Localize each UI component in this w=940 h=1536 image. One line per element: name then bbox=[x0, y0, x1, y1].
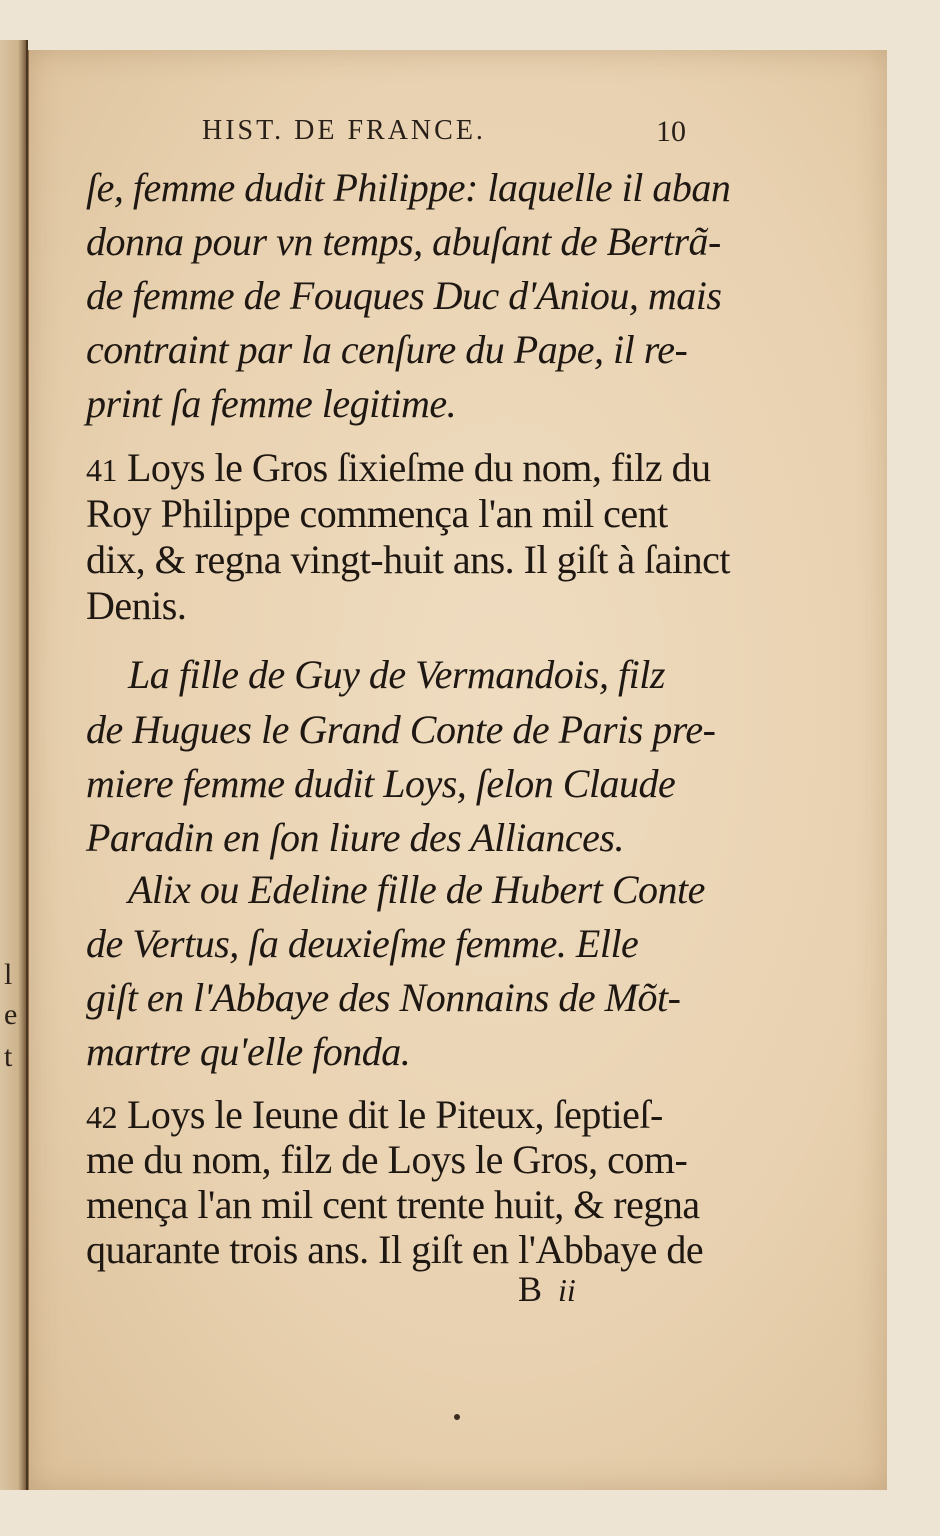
prev-page-fragment: t bbox=[4, 1040, 13, 1073]
text-line: miere femme dudit Loys, ſelon Claude bbox=[86, 761, 676, 806]
text-line: La fille de Guy de Vermandois, filz bbox=[128, 652, 665, 697]
text-line: quarante trois ans. Il giſt en l'Abbaye de bbox=[86, 1227, 704, 1272]
text-line: Alix ou Edeline fille de Hubert Conte bbox=[128, 867, 705, 912]
text-line: donna pour vn temps, abuſant de Bertrã- bbox=[86, 219, 721, 264]
ink-dot bbox=[454, 1414, 460, 1420]
text-line: de Vertus, ſa deuxieſme femme. Elle bbox=[86, 921, 639, 966]
text-line: de femme de Fouques Duc d'Aniou, mais bbox=[86, 273, 722, 318]
signature-letter: B bbox=[518, 1269, 543, 1309]
text-line: de Hugues le Grand Conte de Paris pre- bbox=[86, 707, 716, 752]
signature-mark bbox=[518, 1268, 576, 1310]
entry-number: 41 bbox=[86, 452, 117, 488]
text-line: martre qu'elle fonda. bbox=[86, 1029, 411, 1074]
text-line: Paradin en ſon liure des Alliances. bbox=[86, 815, 624, 860]
entry-line bbox=[86, 445, 711, 490]
entry-line bbox=[86, 1092, 706, 1137]
signature-leaf: ii bbox=[558, 1272, 576, 1308]
text-line: print ſa femme legitime. bbox=[86, 381, 457, 426]
text-line: dix, & regna vingt-huit ans. Il giſt à ſainct bbox=[86, 537, 731, 582]
text-line: Denis. bbox=[86, 583, 187, 628]
text-line: contraint par la cenſure du Pape, il re- bbox=[86, 327, 688, 372]
previous-page-edge bbox=[0, 40, 28, 1490]
text-line: me du nom, filz de Loys le Gros, com- bbox=[86, 1137, 688, 1182]
entry-number: 42 bbox=[86, 1099, 117, 1135]
prev-page-fragment: e bbox=[4, 998, 18, 1031]
text-line: Loys le Ieune dit le Piteux, ſeptieſ- bbox=[127, 1092, 663, 1137]
text-line: mença l'an mil cent trente huit, & regna bbox=[86, 1182, 700, 1227]
text-line: ſe, femme dudit Philippe: laquelle il aban bbox=[86, 165, 731, 210]
page-number: 10 bbox=[656, 115, 686, 148]
running-head: HIST. DE FRANCE. bbox=[202, 115, 486, 146]
text-line: Roy Philippe commença l'an mil cent bbox=[86, 491, 668, 536]
text-line: Loys le Gros ſixieſme du nom, filz du bbox=[127, 445, 711, 490]
prev-page-fragment: l bbox=[4, 958, 13, 991]
text-line: giſt en l'Abbaye des Nonnains de Mõt- bbox=[86, 975, 681, 1020]
